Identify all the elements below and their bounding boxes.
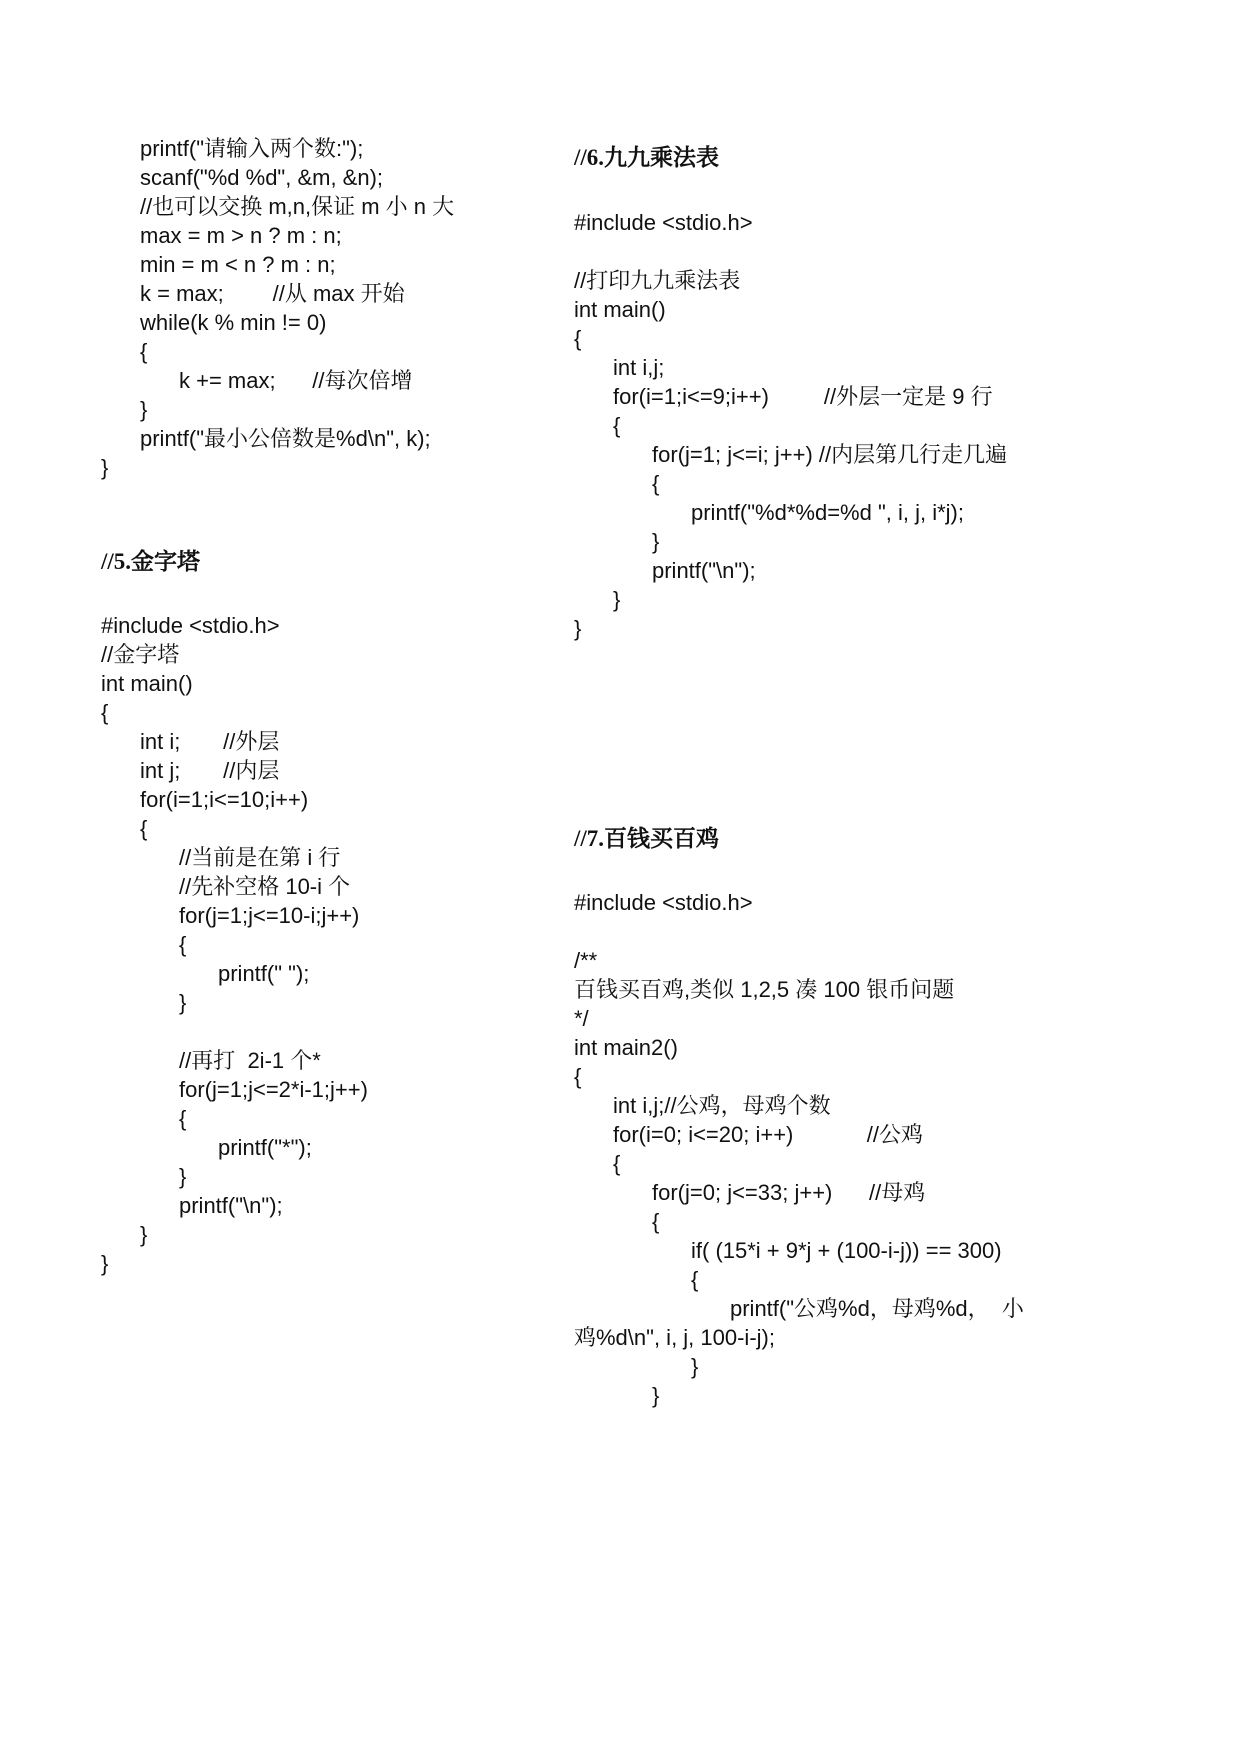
section-heading: //7.百钱买百鸡 bbox=[574, 826, 720, 851]
code-line: k = max; //从 max 开始 bbox=[140, 281, 405, 306]
code-line: min = m < n ? m : n; bbox=[140, 252, 336, 277]
code-line: } bbox=[101, 1251, 109, 1276]
section-heading: //5.金字塔 bbox=[101, 549, 201, 574]
code-line: while(k % min != 0) bbox=[140, 310, 327, 335]
code-line: for(j=1;j<=10-i;j++) bbox=[179, 903, 360, 928]
code-line: int j; //内层 bbox=[140, 758, 280, 783]
code-line: } bbox=[613, 587, 621, 612]
code-line: //当前是在第 i 行 bbox=[179, 845, 341, 870]
code-line: //先补空格 10-i 个 bbox=[179, 874, 351, 899]
code-line: for(i=0; i<=20; i++) //公鸡 bbox=[613, 1122, 923, 1147]
code-line: #include <stdio.h> bbox=[101, 613, 280, 638]
code-line: //再打 2i-1 个* bbox=[179, 1048, 321, 1073]
code-line: { bbox=[652, 471, 660, 496]
code-line: for(i=1;i<=10;i++) bbox=[140, 787, 309, 812]
code-line: printf("%d*%d=%d ", i, j, i*j); bbox=[691, 500, 964, 525]
code-line: } bbox=[179, 990, 187, 1015]
code-line: #include <stdio.h> bbox=[574, 210, 753, 235]
code-line: for(i=1;i<=9;i++) //外层一定是 9 行 bbox=[613, 384, 993, 409]
code-line: printf("最小公倍数是%d\n", k); bbox=[140, 426, 431, 451]
code-line: for(j=1; j<=i; j++) //内层第几行走几遍 bbox=[652, 442, 1008, 467]
code-line: for(j=0; j<=33; j++) //母鸡 bbox=[652, 1180, 926, 1205]
code-line: } bbox=[179, 1164, 187, 1189]
code-line: k += max; //每次倍增 bbox=[179, 368, 413, 393]
code-line: for(j=1;j<=2*i-1;j++) bbox=[179, 1077, 368, 1102]
code-line: } bbox=[101, 455, 109, 480]
code-line: { bbox=[574, 1064, 582, 1089]
code-line: { bbox=[613, 1151, 621, 1176]
code-line: int main2() bbox=[574, 1035, 678, 1060]
code-line: } bbox=[574, 616, 582, 641]
code-line: #include <stdio.h> bbox=[574, 890, 753, 915]
code-line: { bbox=[140, 339, 148, 364]
code-line: int main() bbox=[101, 671, 193, 696]
code-line: if( (15*i + 9*j + (100-i-j)) == 300) bbox=[691, 1238, 1002, 1263]
code-line: scanf("%d %d", &m, &n); bbox=[140, 165, 384, 190]
code-line: int i,j; bbox=[613, 355, 665, 380]
code-line: //金字塔 bbox=[101, 642, 180, 667]
code-line: { bbox=[101, 700, 109, 725]
code-line: //也可以交换 m,n,保证 m 小 n 大 bbox=[140, 194, 455, 219]
code-line: int main() bbox=[574, 297, 666, 322]
code-line: { bbox=[179, 1106, 187, 1131]
code-line: { bbox=[613, 413, 621, 438]
code-line: { bbox=[179, 932, 187, 957]
code-line: } bbox=[140, 1222, 148, 1247]
code-line: 鸡%d\n", i, j, 100-i-j); bbox=[574, 1325, 775, 1350]
code-line: int i; //外层 bbox=[140, 729, 280, 754]
code-line: 百钱买百鸡,类似 1,2,5 凑 100 银币问题 bbox=[574, 977, 955, 1002]
code-line: printf(" "); bbox=[218, 961, 310, 986]
code-line: } bbox=[140, 397, 148, 422]
code-line: { bbox=[652, 1209, 660, 1234]
code-line: { bbox=[574, 326, 582, 351]
code-line: int i,j;//公鸡，母鸡个数 bbox=[613, 1093, 831, 1118]
code-line: { bbox=[140, 816, 148, 841]
code-line: /** bbox=[574, 948, 598, 973]
code-line: printf("\n"); bbox=[179, 1193, 283, 1218]
code-line: } bbox=[691, 1354, 699, 1379]
code-line: printf("\n"); bbox=[652, 558, 756, 583]
code-line: printf("*"); bbox=[218, 1135, 312, 1160]
code-line: printf("公鸡%d，母鸡%d， 小 bbox=[730, 1296, 1024, 1321]
code-line: } bbox=[652, 529, 660, 554]
code-line: } bbox=[652, 1383, 660, 1408]
section-heading: //6.九九乘法表 bbox=[574, 145, 720, 170]
code-line: */ bbox=[574, 1006, 589, 1031]
code-line: { bbox=[691, 1267, 699, 1292]
code-line: max = m > n ? m : n; bbox=[140, 223, 342, 248]
code-line: printf("请输入两个数:"); bbox=[140, 136, 364, 161]
code-line: //打印九九乘法表 bbox=[574, 268, 741, 293]
